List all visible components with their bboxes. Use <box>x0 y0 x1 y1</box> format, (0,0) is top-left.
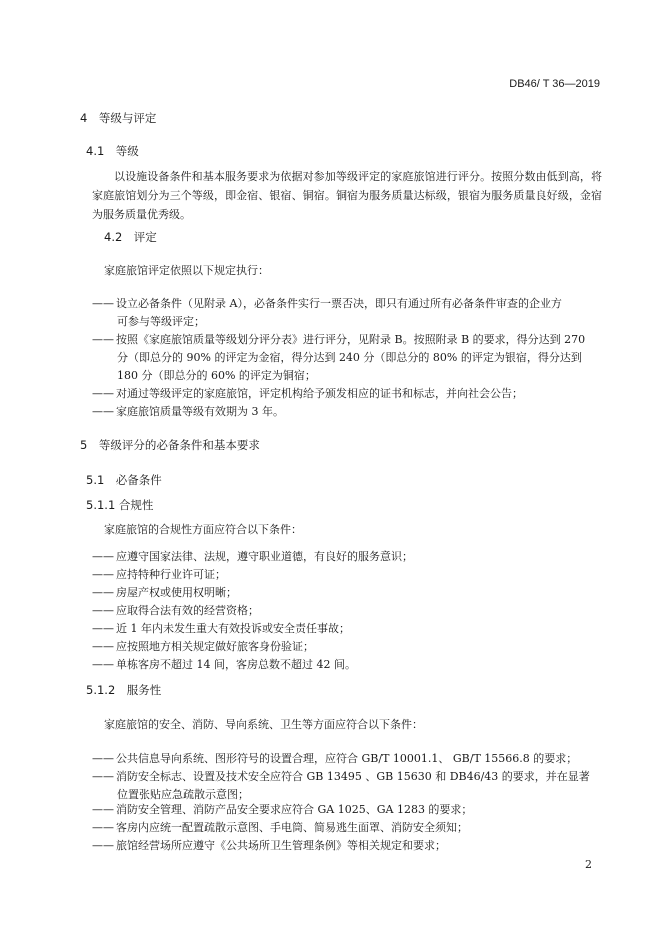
list-item-text: 应持特种行业许可证； <box>116 568 226 581</box>
list-dash: —— <box>92 297 114 310</box>
list-item <box>92 750 612 768</box>
list-dash: —— <box>92 622 114 635</box>
list-item <box>92 584 612 602</box>
section-4-2-intro: 家庭旅馆评定依照以下规定执行： <box>104 264 269 277</box>
list-item-text: 家庭旅馆质量等级有效期为 3 年。 <box>116 405 284 418</box>
list-item-text: 设立必备条件（见附录 A），必备条件实行一票否决，即只有通过所有必备条件审查的企业方 <box>116 297 562 310</box>
list-item <box>92 331 612 385</box>
list-item <box>92 801 612 819</box>
section-5-1-2-intro: 家庭旅馆的安全、消防、导向系统、卫生等方面应符合以下条件： <box>104 718 423 731</box>
section-4-title: 4 等级与评定 <box>80 111 157 125</box>
list-item-text: 应取得合法有效的经营资格； <box>116 604 259 617</box>
list-dash: —— <box>92 387 114 400</box>
standard-number: DB46/ T 36—2019 <box>509 78 600 90</box>
list-item <box>92 385 612 403</box>
list-dash: —— <box>92 550 114 563</box>
section-5-1-1-title: 5.1.1 合规性 <box>86 498 154 512</box>
list-item <box>92 638 612 656</box>
list-item-text: 按照《家庭旅馆质量等级划分评分表》进行评分，见附录 B。按照附录 B 的要求，得分达到 270 <box>116 333 586 346</box>
list-item <box>92 295 612 331</box>
list-item-text: 旅馆经营场所应遵守《公共场所卫生管理条例》等相关规定和要求； <box>116 839 446 852</box>
list-item-text: 消防安全标志、设置及技术安全应符合 GB 13495 、GB 15630 和 DB46/43 的要求，并在显著 <box>116 770 590 783</box>
list-item <box>92 837 612 855</box>
list-item <box>92 620 612 638</box>
section-4-1-paragraph: 以设施设备条件和基本服务要求为依据对参加等级评定的家庭旅馆进行评分。按照分数由低到高，将家庭旅馆划分为三个等级，即金宿、银宿、铜宿。铜宿为服务质量达标级，银宿为服务质量良好级，金宿为服务质量优秀级。 <box>92 170 602 221</box>
list-dash: —— <box>92 405 114 418</box>
list-dash: —— <box>92 333 114 346</box>
section-5-title: 5 等级评分的必备条件和基本要求 <box>80 438 260 452</box>
list-item-text: 应遵守国家法律、法规，遵守职业道德，有良好的服务意识； <box>116 550 413 563</box>
list-item <box>92 656 612 674</box>
list-item-text: 对通过等级评定的家庭旅馆，评定机构给予颁发相应的证书和标志，并向社会公告； <box>116 387 523 400</box>
list-dash: —— <box>92 586 114 599</box>
list-dash: —— <box>92 803 114 816</box>
list-item-continuation: 分（即总分的 90% 的评定为金宿，得分达到 240 分（即总分的 80% 的评定为银宿，得分达到 <box>117 351 582 364</box>
list-item <box>92 768 612 804</box>
list-dash: —— <box>92 839 114 852</box>
section-5-1-title: 5.1 必备条件 <box>86 473 162 487</box>
section-4-1-title: 4.1 等级 <box>86 144 139 158</box>
list-dash: —— <box>92 604 114 617</box>
list-item <box>92 548 612 566</box>
list-item-text: 应按照地方相关规定做好旅客身份验证； <box>116 640 314 653</box>
list-item-continuation: 180 分（即总分的 60% 的评定为铜宿； <box>117 369 316 382</box>
list-dash: —— <box>92 770 114 783</box>
list-item <box>92 819 612 837</box>
list-item-text: 公共信息导向系统、图形符号的设置合理，应符合 GB/T 10001.1、 GB/T 15566.8 的要求； <box>116 752 578 765</box>
list-dash: —— <box>92 568 114 581</box>
list-item-text: 单栋客房不超过 14 间，客房总数不超过 42 间。 <box>116 658 356 671</box>
list-item-text: 房屋产权或使用权明晰； <box>116 586 237 599</box>
list-item <box>92 602 612 620</box>
list-item-continuation: 可参与等级评定； <box>117 315 205 328</box>
list-item-continuation: 位置张贴应急疏散示意图； <box>117 788 249 801</box>
list-item-text: 消防安全管理、消防产品安全要求应符合 GA 1025、GA 1283 的要求； <box>116 803 473 816</box>
section-5-1-2-title: 5.1.2 服务性 <box>86 683 162 697</box>
list-dash: —— <box>92 752 114 765</box>
list-dash: —— <box>92 640 114 653</box>
list-item <box>92 403 612 421</box>
section-4-2-title: 4.2 评定 <box>104 230 157 244</box>
page-number: 2 <box>585 858 592 871</box>
list-dash: —— <box>92 821 114 834</box>
section-5-1-1-intro: 家庭旅馆的合规性方面应符合以下条件： <box>104 523 302 536</box>
list-dash: —— <box>92 658 114 671</box>
list-item-text: 客房内应统一配置疏散示意图、手电筒、简易逃生面罩、消防安全须知； <box>116 821 468 834</box>
list-item-text: 近 1 年内未发生重大有效投诉或安全责任事故； <box>116 622 350 635</box>
list-item <box>92 566 612 584</box>
